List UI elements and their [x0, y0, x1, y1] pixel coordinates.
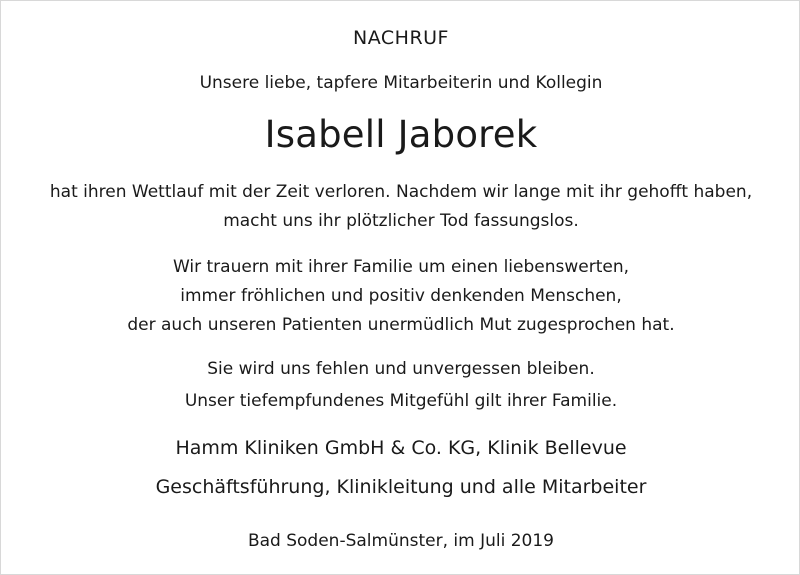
- paragraph3-line2: Unser tiefempfundenes Mitgefühl gilt ihrer Familie.: [184, 391, 618, 411]
- place-date: Bad Soden-Salmünster, im Juli 2019: [247, 531, 555, 551]
- paragraph1-line1: hat ihren Wettlauf mit der Zeit verloren. Nachdem wir lange mit ihr gehofft haben,: [49, 182, 753, 202]
- paragraph2-line1: Wir trauern mit ihrer Familie um einen liebenswerten,: [172, 257, 630, 277]
- paragraph2-line3: der auch unseren Patienten unermüdlich Mut zugesprochen hat.: [127, 315, 675, 335]
- paragraph1-line2: macht uns ihr plötzlicher Tod fassungslos.: [223, 211, 579, 231]
- notice-heading: NACHRUF: [353, 27, 449, 49]
- intro-line: Unsere liebe, tapfere Mitarbeiterin und Kollegin: [199, 73, 603, 93]
- paragraph2-line2: immer fröhlichen und positiv denkenden Menschen,: [180, 286, 622, 306]
- paragraph3-line1: Sie wird uns fehlen und unvergessen bleiben.: [207, 359, 595, 379]
- sender-organization: Hamm Kliniken GmbH & Co. KG, Klinik Bellevue: [175, 437, 627, 459]
- deceased-name: Isabell Jaborek: [264, 113, 538, 156]
- sender-departments: Geschäftsführung, Klinikleitung und alle Mitarbeiter: [155, 476, 647, 498]
